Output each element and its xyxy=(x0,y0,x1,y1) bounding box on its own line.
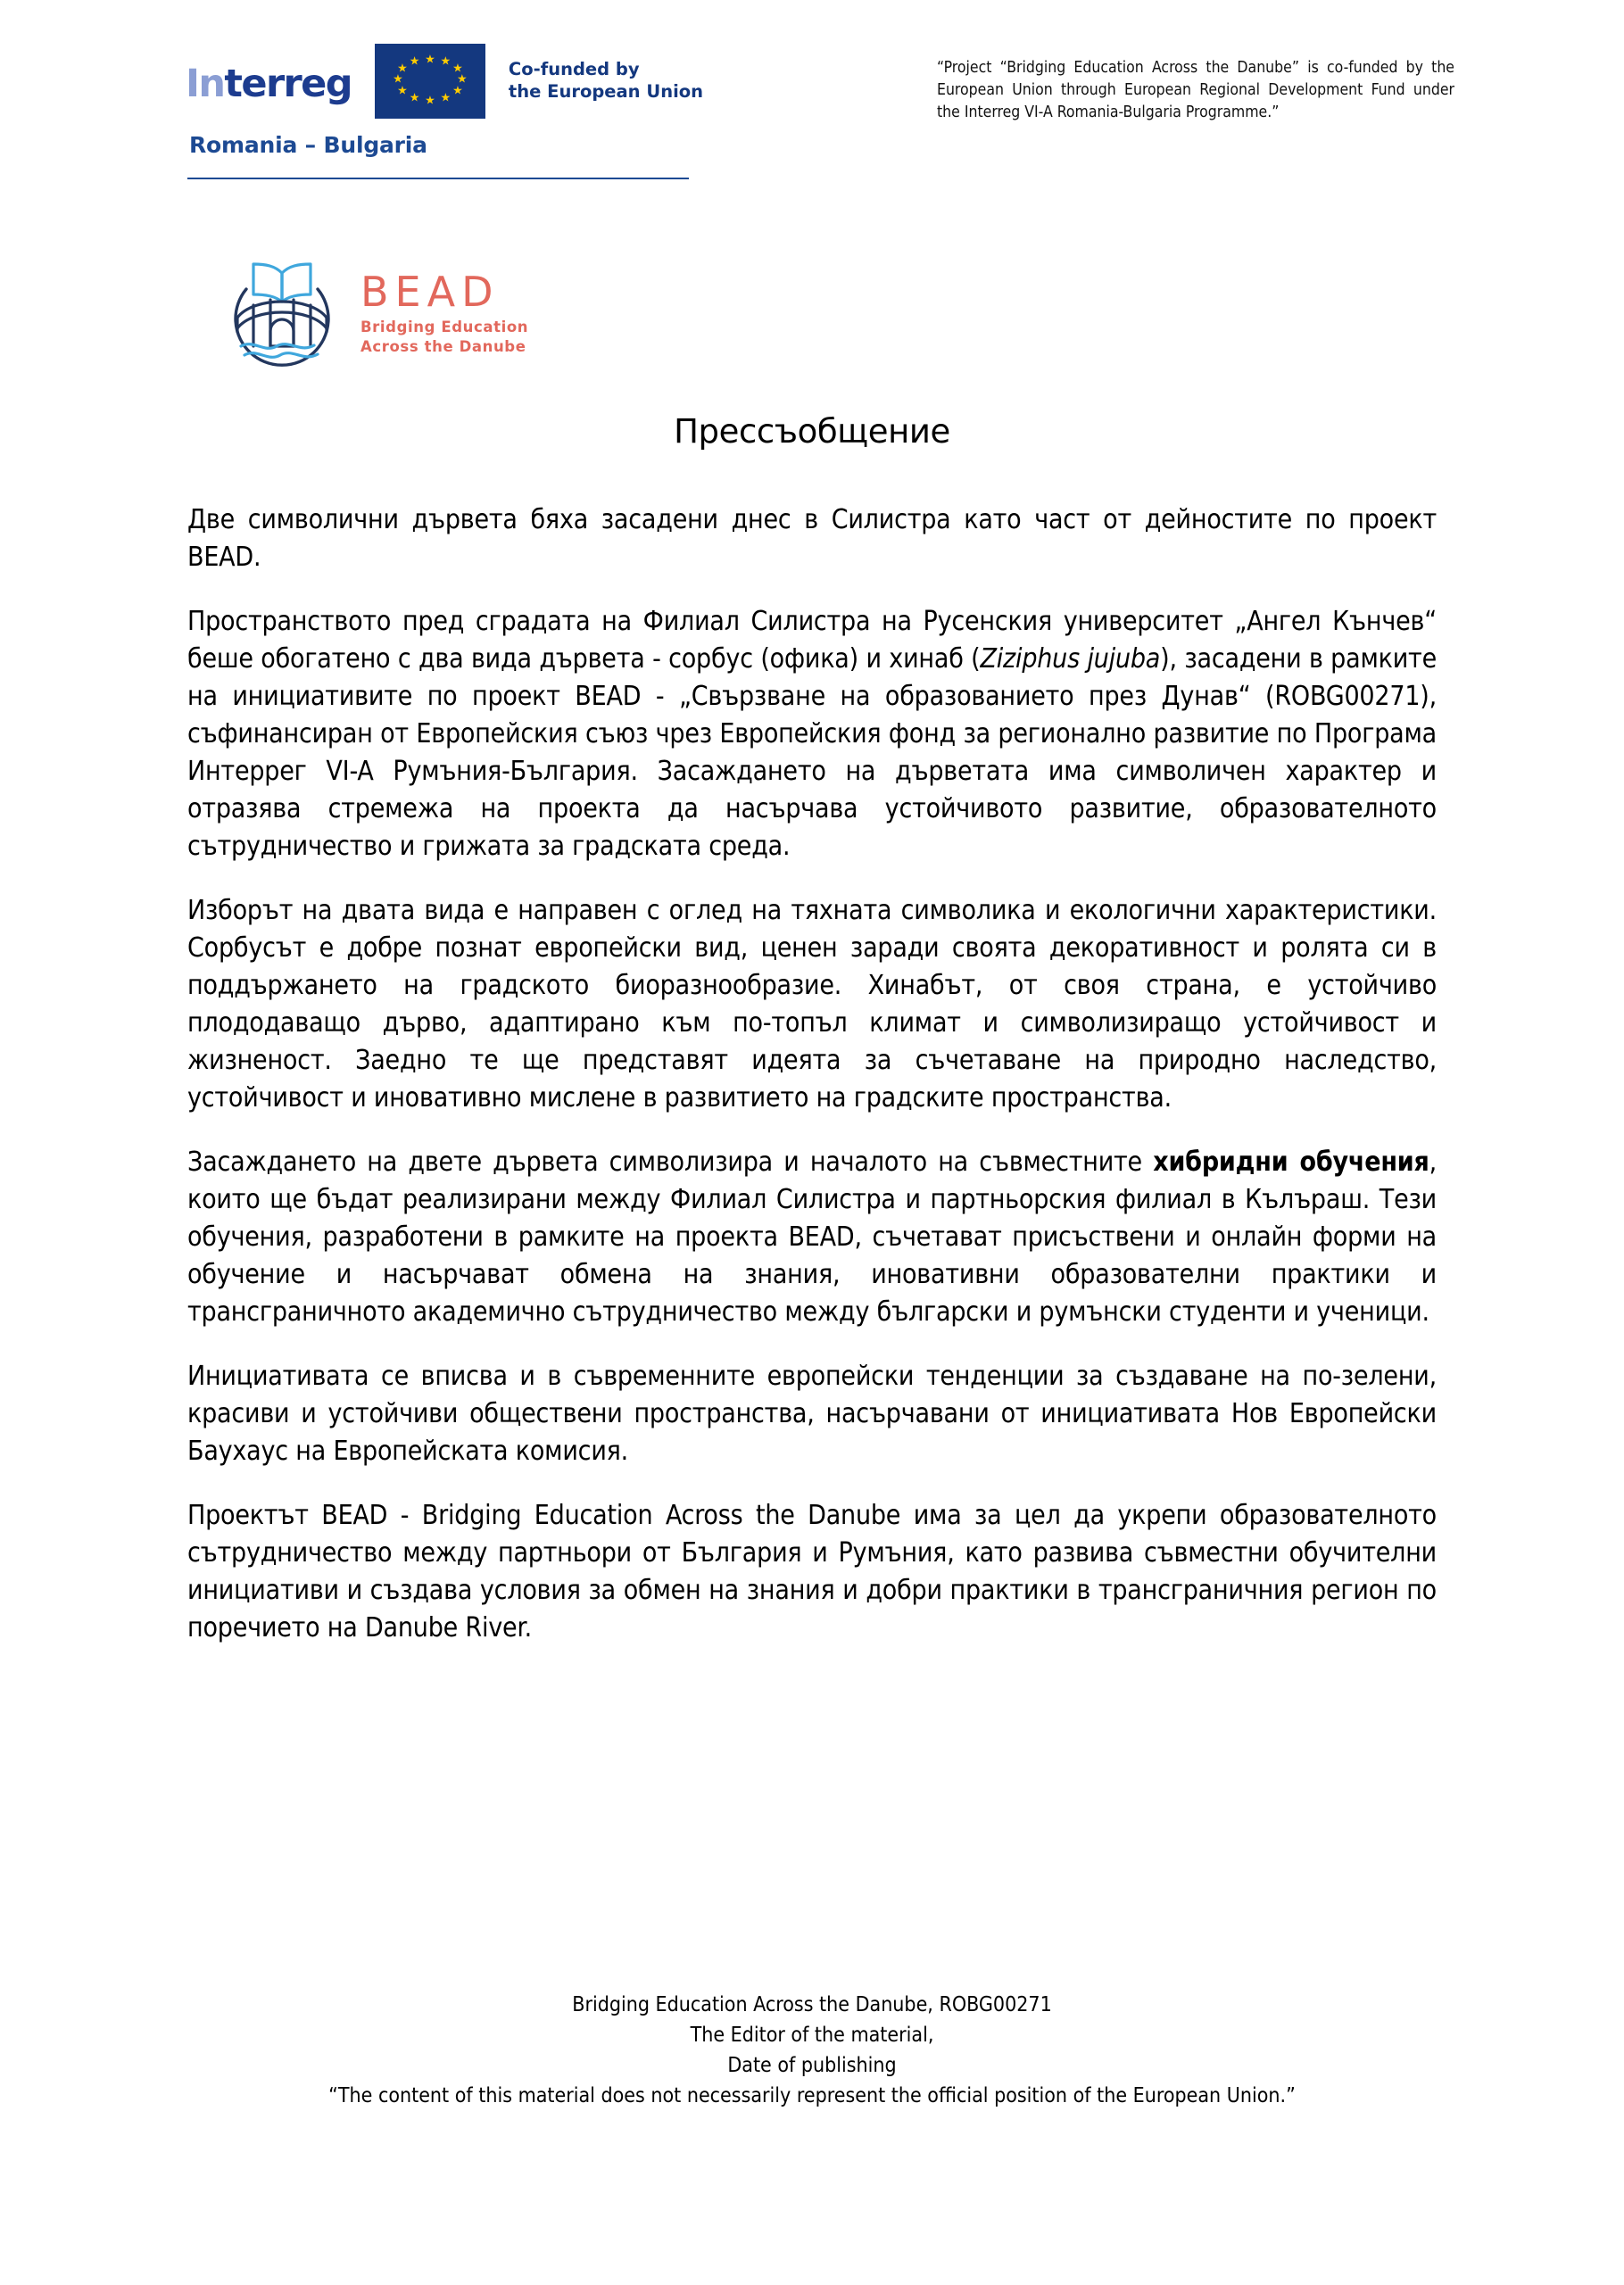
paragraph-bauhaus-text: Инициативата се вписва и в съвременните европейски тенденции за създаване на по-зелени, красиви и устойчиви обществени пространства, насърчавани от инициативата Нов Европейски Баухаус на Европейската комисия. xyxy=(187,1361,1437,1467)
paragraph-hybrid-text-before: Засаждането на двете дървета символизира и началото на съвместните xyxy=(187,1147,1154,1178)
document-footer xyxy=(0,1990,1624,2111)
paragraph-intro xyxy=(187,501,1437,576)
page-title: Прессъобщение xyxy=(674,412,950,451)
eu-flag-icon: ★ ★ ★ ★ ★ ★ ★ ★ ★ ★ ★ ★ xyxy=(375,44,485,119)
bead-project-logo xyxy=(214,239,528,371)
paragraph-hybrid-trainings xyxy=(187,1144,1437,1331)
document-header xyxy=(0,43,1624,230)
disclaimer-line-3: Fund under the Interreg VI-A Romania-Bulgaria Programme.” xyxy=(937,80,1454,121)
programme-name-label: Romania – Bulgaria xyxy=(189,132,427,158)
bead-logo-subtitle-2: Across the Danube xyxy=(360,338,526,355)
paragraph-space-description xyxy=(187,603,1437,865)
footer-editor-line: The Editor of the material, xyxy=(690,2024,934,2048)
paragraph-project-summary xyxy=(187,1497,1437,1647)
interreg-logo-rest: terreg xyxy=(224,61,352,106)
bead-logo-title: BEAD xyxy=(360,267,500,316)
paragraph-space-text-before: Пространството пред сградата на Филиал Силистра на Русенския университет „Ангел Кънчев“ беше обогатено с два вида дървета - сорбус (офика) и хинаб ( xyxy=(187,606,1437,675)
bead-logo-text xyxy=(360,267,529,358)
hybrid-trainings-emphasis: хибридни обучения xyxy=(1153,1147,1429,1178)
co-funded-label xyxy=(509,59,703,103)
paragraph-summary-text: Проектът BEAD - Bridging Education Across the Danube има за цел да укрепи образователното сътрудничество между партньори от България и Румъния, като развива съвместни обучителни инициативи и създава условия за обмен на знания и добри практики в трансграничния регион по поречието на Danube River. xyxy=(187,1500,1437,1643)
paragraph-new-european-bauhaus xyxy=(187,1358,1437,1470)
paragraph-intro-text: Две символични дървета бяха засадени днес в Силистра като част от дейностите по проект BEAD. xyxy=(187,504,1437,573)
footer-disclaimer-line: “The content of this material does not necessarily represent the official position of the European Union.” xyxy=(328,2084,1296,2108)
header-branding-block xyxy=(186,43,703,179)
disclaimer-line-2: the European Union through European Regional Development xyxy=(937,59,1454,99)
paragraph-species-choice xyxy=(187,892,1437,1117)
interreg-logo xyxy=(186,61,352,106)
header-divider xyxy=(187,178,689,179)
footer-date-line: Date of publishing xyxy=(727,2054,897,2078)
paragraph-hybrid-text-after: , които ще бъдат реализирани между Филиал Силистра и партньорския филиал в Кълъраш. Тези обучения, разработени в рамките на проекта BEAD, съчетават присъствени и онлайн форми на обучение и насърчават обмена на знания, иновативни образователни практики и трансграничното академично сътрудничество между български и румънски студенти и ученици. xyxy=(187,1147,1437,1328)
interreg-logo-prefix: In xyxy=(186,61,225,106)
header-disclaimer xyxy=(937,57,1454,124)
footer-project-line: Bridging Education Across the Danube, ROBG00271 xyxy=(572,1993,1052,2016)
paragraph-space-text-after: ), засадени в рамките на инициативите по проект BEAD - „Свързване на образованието през Дунав“ (ROBG00271), съфинансиран от Европейския съюз чрез Европейския фонд за регионално развитие по Програма Интеррег VI-A Румъния-България. Засаждането на дърветата има символичен характер и отразява стремежа на проекта да насърчава устойчивото развитие, образователното сътрудничество и грижата за градската среда. xyxy=(187,643,1437,862)
species-scientific-name: Ziziphus jujuba xyxy=(980,643,1161,675)
document-body xyxy=(187,501,1437,1647)
co-funded-line-1: Co-funded by xyxy=(508,59,640,80)
co-funded-line-2: the European Union xyxy=(508,81,704,102)
bead-bridge-book-icon xyxy=(214,239,350,371)
bead-logo-subtitle-1: Bridging Education xyxy=(360,318,529,335)
disclaimer-line-1: “Project “Bridging Education Across the Danube” is co-funded by xyxy=(937,59,1423,77)
paragraph-species-text: Изборът на двата вида е направен с оглед на тяхната символика и екологични характеристики. Сорбусът е добре познат европейски вид, ценен заради своята декоративност и ролята си в поддържането на градското биоразнообразие. Хинабът, от своя страна, е устойчиво плододаващо дърво, адаптирано към по-топъл климат и символизиращо устойчивост и жизненост. Заедно те ще представят идеята за съчетаване на природно наследство, устойчивост и иновативно мислене в развитието на градските пространства. xyxy=(187,895,1437,1114)
logo-row xyxy=(186,43,703,120)
